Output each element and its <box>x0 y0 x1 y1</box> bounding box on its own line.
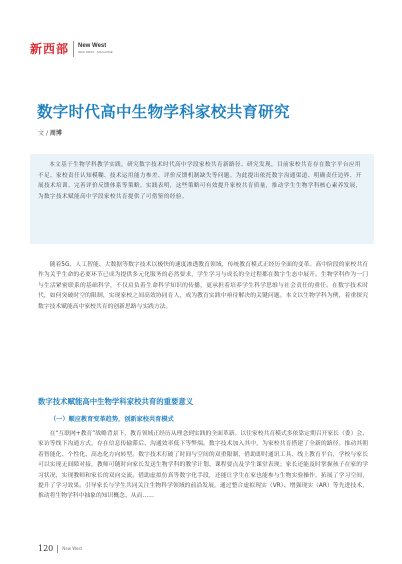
logo-chinese: 新西部 <box>30 42 70 56</box>
byline-prefix: 文 <box>38 130 45 137</box>
footer-journal-name: New West <box>62 546 83 551</box>
logo-english-sub: NEW WEST · MAGAZINE <box>78 50 113 54</box>
intro-paragraph: 随着5G、人工智能、大数据等数字技术以极快的速度渗透教育领域，传统教育模式正经历全面的变革。高中阶段的家校共育作为关乎生命的必要环节已成为提供多元化服务的必然要求，学生学习与成长的全过程都在数字生态中展开。生物学科作为一门与生活紧密联系的基础科学，不仅肩负着生命科学知识的传播，更承担着培养学生科学思维与社会责任的重任。在数字技术时代，如何突破时空的限制，实现家校之间高效协同育人，成为教育实践中亟待解决的关键问题。本文以生物学科为例，着重探究数字技术赋能高中家校共育的创新思路与实践方法。 <box>38 262 368 310</box>
journal-logo <box>30 40 113 57</box>
sub-heading: （一）顺应教育变革趋势，创新家校共育模式 <box>50 416 174 423</box>
article-title: 数字时代高中生物学科家校共育研究 <box>37 103 290 121</box>
footer-divider <box>57 545 58 553</box>
author-name: 周博 <box>49 130 62 137</box>
logo-divider <box>73 41 74 57</box>
page-footer <box>38 544 82 553</box>
abstract-box <box>30 154 374 244</box>
body-paragraph: 在“互联网+教育”战略背景下，教育领域正经历从理念到实践的全面革新。以往家校共育模式多依靠定期召开家长（委）会、家访等线下沟通方式，存在信息传输滞后、沟通效率低下等弊端。数字技术加入其中，为家校共育搭建了全新的路径。推动其朝着智能化、个性化、高态化方向转型。数字技术打破了时间与空间的双重限制，借助即时通讯工具、线上教育平台，学校与家长可以实现无间隙对接，教师可随时向家长发送生物学科的教学计划、课程要点及学生课堂表现；家长还能及时掌握孩子在家的学习状况，实现教师和家长的双向交流。借助虚拟仿真等数字化手段，还能让学生在家也能参与生物实验操作，拓展了学习空间，提升了学习效果。引导家长与学生共同关注生物科学领域的前沿发展，通过整合虚拟现实（VR）、增强现实（AR）等先进技术，推动将生物学科中抽象的知识概念、从而…… <box>38 431 368 500</box>
logo-english: New West <box>78 43 107 49</box>
byline-separator: / <box>45 130 50 137</box>
byline <box>38 128 62 137</box>
logo-english-block <box>78 43 113 54</box>
abstract-text: 本文基于生物学科教学实践，研究数字技术时代高中学段家校共育新路径、研究发现，目前家校共育存在数字平台应用不足、家校责任认知模糊、技术运用能力参差、评价反馈机制缺失等问题。为此提出依托数字沟通渠道、明确责任边界、开展技术培训、完善评价反馈体系等策略。实践表明，这些策略可有效提升家校共育质量，推动学生生物学科核心素养发展，为数字技术赋能高中学段家校共育提供了可借鉴的经验。 <box>38 162 362 200</box>
page-number: 120 <box>38 544 54 553</box>
section-heading: 数字技术赋能高中生物学科家校共育的重要意义 <box>38 397 194 406</box>
